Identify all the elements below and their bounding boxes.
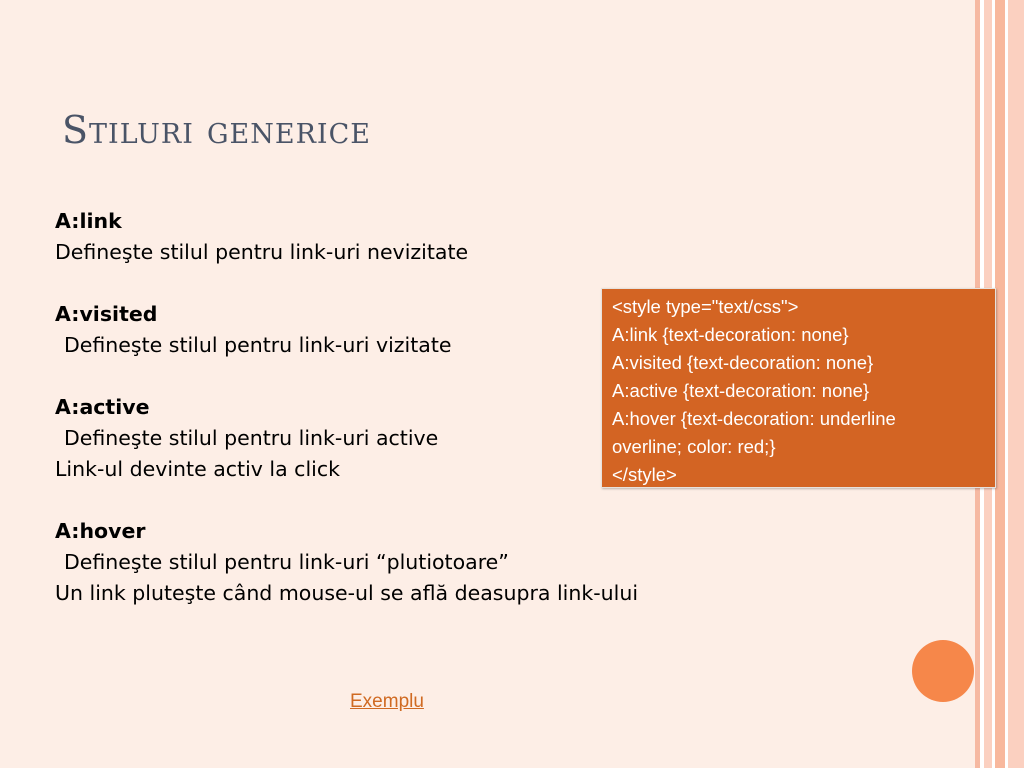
section-description: Un link pluteşte când mouse-ul se află deasupra link-ului [55,581,639,605]
decorative-stripe [1008,0,1024,768]
section-heading: A:hover [55,519,146,543]
code-line: <style type="text/css"> [612,296,799,317]
slide-title: Stiluri generice [62,108,371,152]
section-description: Defineşte stilul pentru link-uri nevizitate [55,240,469,264]
code-line: A:hover {text-decoration: underline [612,408,896,429]
spacer [55,485,715,516]
code-line: A:active {text-decoration: none} [612,380,870,401]
code-line: A:visited {text-decoration: none} [612,352,874,373]
css-code-box [601,288,996,488]
section-heading: A:active [55,395,150,419]
section-description: Defineşte stilul pentru link-uri “plutiotoare” [64,550,509,574]
decorative-stripe [995,0,1005,768]
section-heading: A:visited [55,302,158,326]
section-description: Defineşte stilul pentru link-uri active [64,426,439,450]
section-heading: A:link [55,209,122,233]
code-line: overline; color: red;} [612,436,776,457]
code-line: A:link {text-decoration: none} [612,324,849,345]
code-line: </style> [612,464,677,485]
decorative-circle [912,640,974,702]
section-description: Defineşte stilul pentru link-uri vizitate [64,333,452,357]
example-link[interactable]: Exemplu [350,691,424,712]
section-description: Link-ul devinte activ la click [55,457,340,481]
